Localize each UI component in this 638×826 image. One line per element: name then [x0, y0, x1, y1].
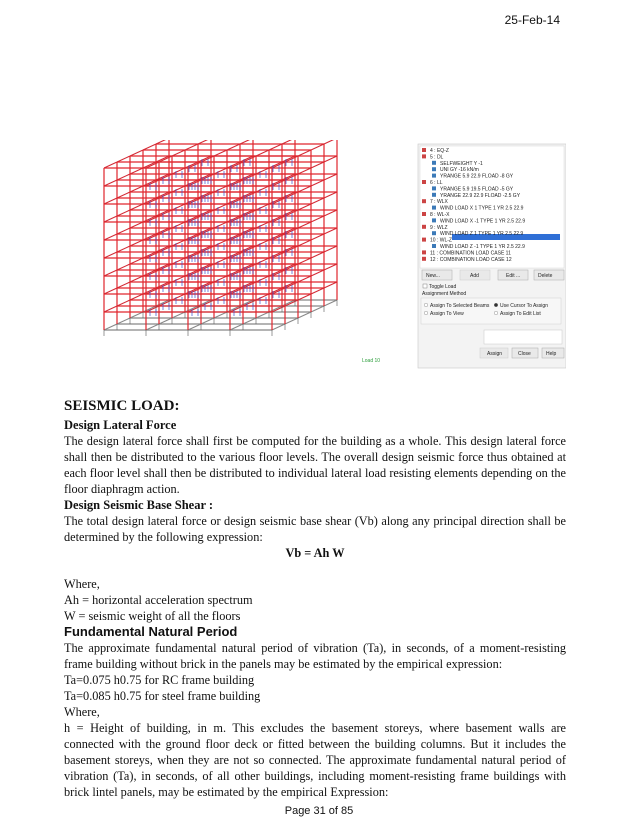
- toggle-load-checkbox[interactable]: [423, 284, 427, 288]
- tree-item[interactable]: YRANGE 5.9 19.5 FLOAD -5 GY: [440, 186, 514, 193]
- subheading-natural-period: Fundamental Natural Period: [64, 624, 238, 639]
- load-label: Load 10: [362, 358, 381, 364]
- radio-view-label: Assign To View: [430, 311, 464, 317]
- radio-edit-list[interactable]: [494, 311, 498, 315]
- tree-node-icon: [422, 180, 426, 184]
- help-button[interactable]: Help: [546, 351, 557, 357]
- radio-selected-beams[interactable]: [424, 303, 428, 307]
- new-button[interactable]: New...: [426, 273, 440, 279]
- tree-item[interactable]: YRANGE 5.9 22.9 FLOAD -8 GY: [440, 173, 514, 180]
- assignment-method-label: Assignment Method: [422, 291, 467, 297]
- subheading-base-shear: Design Seismic Base Shear :: [64, 498, 214, 512]
- tree-item[interactable]: WIND LOAD Z 1 TYPE 1 YR 2.5 22.9: [440, 231, 524, 238]
- tree-node-icon: [432, 186, 436, 190]
- tree-node-icon: [422, 257, 426, 261]
- tree-item[interactable]: WIND LOAD X 1 TYPE 1 YR 2.5 22.9: [440, 205, 524, 212]
- close-button[interactable]: Close: [518, 351, 531, 357]
- tree-node-icon: [432, 218, 436, 222]
- delete-button[interactable]: Delete: [538, 273, 553, 279]
- definition-ah: Ah = horizontal acceleration spectrum: [64, 593, 253, 607]
- subheading-design-lateral-force: Design Lateral Force: [64, 418, 177, 432]
- tree-item[interactable]: 9 : WLZ: [430, 224, 448, 231]
- tree-item[interactable]: UNI GY -16 kN/m: [440, 167, 479, 174]
- tree-item[interactable]: 10 : WL-Z: [430, 237, 452, 244]
- add-button[interactable]: Add: [470, 273, 479, 279]
- tree-item[interactable]: 4 : EQ-Z: [430, 148, 449, 154]
- tree-node-icon: [422, 238, 426, 242]
- frame-model-image: [64, 140, 566, 370]
- tree-item[interactable]: 6 : LL: [430, 180, 443, 186]
- tree-item[interactable]: 5 : DL: [430, 154, 444, 161]
- header-date: 25-Feb-14: [504, 13, 560, 27]
- tree-item[interactable]: 12 : COMBINATION LOAD CASE 12: [430, 256, 512, 263]
- edit-list-box[interactable]: [484, 330, 562, 344]
- paragraph-base-shear: The total design lateral force or design seismic base shear (Vb) along any principal direction shall be determined by the following expression:: [64, 514, 566, 544]
- paragraph-natural-period: The approximate fundamental natural period of vibration (Ta), in seconds, of a moment-resisting frame building without brick in the panels may be estimated by the empirical expression:: [64, 641, 566, 671]
- tree-node-icon: [432, 244, 436, 248]
- radio-cursor[interactable]: [494, 303, 498, 307]
- paragraph-lateral-force: The design lateral force shall first be computed for the building as a whole. This design lateral force shall then be distributed to the various floor levels. The overall design seismic force thus obtained at each floor level shall then be distributed to individual lateral load resisting elements depending on the floor diaphragm action.: [64, 434, 566, 496]
- tree-node-icon: [432, 206, 436, 210]
- tree-item[interactable]: 8 : WL-X: [430, 212, 450, 218]
- formula-steel-frame: Ta=0.085 h0.75 for steel frame building: [64, 689, 261, 703]
- bottom-button-row: [480, 348, 564, 358]
- tree-node-icon: [422, 250, 426, 254]
- section-heading: SEISMIC LOAD:: [64, 398, 180, 414]
- assign-button[interactable]: Assign: [487, 351, 503, 357]
- edit-button[interactable]: Edit ...: [506, 273, 521, 279]
- tree-item[interactable]: 11 : COMBINATION LOAD CASE 11: [430, 250, 511, 257]
- tree-node-icon: [422, 154, 426, 158]
- tree-node-icon: [432, 174, 436, 178]
- tree-item[interactable]: SELFWEIGHT Y -1: [440, 160, 483, 167]
- page-footer: Page 31 of 85: [284, 805, 354, 817]
- software-screenshot-figure: [64, 140, 566, 370]
- where-label-1: Where,: [64, 577, 100, 591]
- radio-cursor-label: Use Cursor To Assign: [500, 303, 548, 309]
- tree-item[interactable]: WIND LOAD Z -1 TYPE 1 YR 2.5 22.9: [440, 244, 525, 250]
- paragraph-height-definition: h = Height of building, in m. This excludes the basement storeys, where basement walls are connected with the ground floor deck or fitted between the building columns. But it includes the basement storeys, when they are not so connected. The approximate fundamental natural period of vibration (Ta), in seconds, of all other buildings, including moment-resisting frame buildings with brick lintel panels, may be estimated by the empirical Expression:: [64, 721, 566, 799]
- toggle-load-label: Toggle Load: [429, 284, 457, 290]
- tree-node-icon: [422, 225, 426, 229]
- tree-item[interactable]: WIND LOAD X -1 TYPE 1 YR 2.5 22.9: [440, 218, 526, 225]
- equation-base-shear: Vb = Ah W: [285, 546, 345, 560]
- formula-rc-frame: Ta=0.075 h0.75 for RC frame building: [64, 673, 255, 687]
- tree-node-icon: [432, 193, 436, 197]
- tree-item[interactable]: YRANGE 22.9 22.9 FLOAD -2.5 GY: [440, 192, 521, 199]
- radio-view[interactable]: [424, 311, 428, 315]
- tree-node-icon: [432, 167, 436, 171]
- radio-selected-beams-label: Assign To Selected Beams: [430, 303, 490, 309]
- radio-edit-list-label: Assign To Edit List: [500, 311, 541, 317]
- tree-node-icon: [432, 161, 436, 165]
- where-label-2: Where,: [64, 705, 100, 719]
- tree-node-icon: [422, 212, 426, 216]
- tree-node-icon: [422, 148, 426, 152]
- document-body: [64, 398, 566, 800]
- tree-node-icon: [432, 231, 436, 235]
- tree-node-icon: [422, 199, 426, 203]
- definition-w: W = seismic weight of all the floors: [64, 609, 241, 623]
- tree-item[interactable]: 7 : WLX: [430, 199, 448, 206]
